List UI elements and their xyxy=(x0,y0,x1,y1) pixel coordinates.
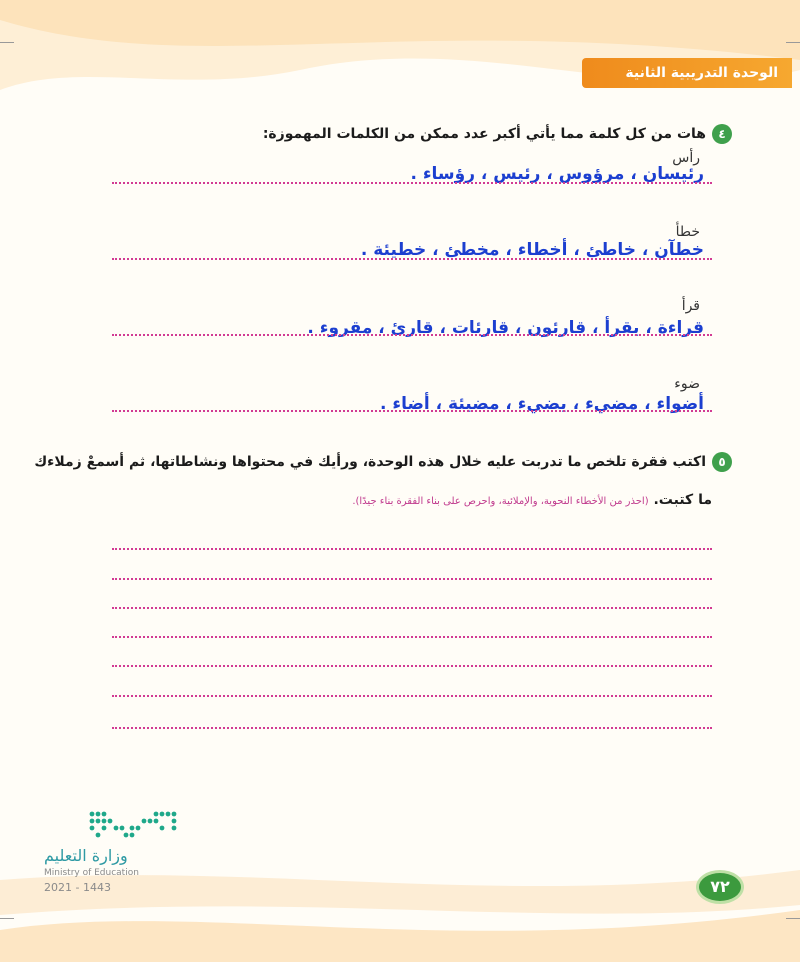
crop-mark xyxy=(786,42,800,43)
writing-line xyxy=(112,548,712,550)
answer-line xyxy=(112,410,712,412)
answer-line xyxy=(112,258,712,260)
crop-mark xyxy=(786,918,800,919)
edition-year: 2021 - 1443 xyxy=(44,881,111,894)
question-5-prompt-end: ما كتبت. xyxy=(653,492,712,508)
writing-note: (احذر من الأخطاء النحوية، والإملائية، واحرص على بناء الفقرة بناء جيدًا). xyxy=(352,496,649,507)
root-word: ضوء xyxy=(674,376,700,392)
unit-title-tab: الوحدة التدريبية الثانية xyxy=(582,58,792,88)
answer-text: قراءة ، يقرأ ، قارئون ، قارئات ، قارئ ، مقروء . xyxy=(307,318,704,338)
answer-text: رئيسان ، مرؤوس ، رئيس ، رؤساء . xyxy=(410,164,704,184)
root-word: رأس xyxy=(672,150,700,166)
page-number-badge: ٧٢ xyxy=(696,870,744,904)
ministry-name-ar: وزارة التعليم xyxy=(44,846,128,865)
writing-line xyxy=(112,578,712,580)
answer-line xyxy=(112,334,712,336)
writing-line xyxy=(112,636,712,638)
question-5 xyxy=(34,452,732,472)
answer-text: أضواء ، مضيء ، يضيء ، مضيئة ، أضاء . xyxy=(380,394,704,414)
writing-line xyxy=(112,727,712,729)
question-number-badge: ٤ xyxy=(712,124,732,144)
question-number-badge: ٥ xyxy=(712,452,732,472)
ministry-name-en: Ministry of Education xyxy=(44,868,139,878)
crop-mark xyxy=(0,918,14,919)
writing-line xyxy=(112,695,712,697)
answer-text: خطآن ، خاطئ ، أخطاء ، مخطئ ، خطيئة . xyxy=(360,240,704,260)
answer-line xyxy=(112,182,712,184)
root-word: خطأ xyxy=(675,224,700,240)
root-word: قرأ xyxy=(681,298,700,314)
question-5-continued xyxy=(352,492,712,508)
question-4 xyxy=(263,124,732,144)
writing-line xyxy=(112,607,712,609)
crop-mark xyxy=(0,42,14,43)
question-4-prompt: هات من كل كلمة مما يأتي أكبر عدد ممكن من الكلمات المهموزة: xyxy=(262,126,706,142)
writing-line xyxy=(112,665,712,667)
question-5-prompt: اكتب فقرة تلخص ما تدربت عليه خلال هذه الوحدة، ورأيك في محتواها ونشاطاتها، ثم أسمعْ زملاءك xyxy=(34,454,706,470)
